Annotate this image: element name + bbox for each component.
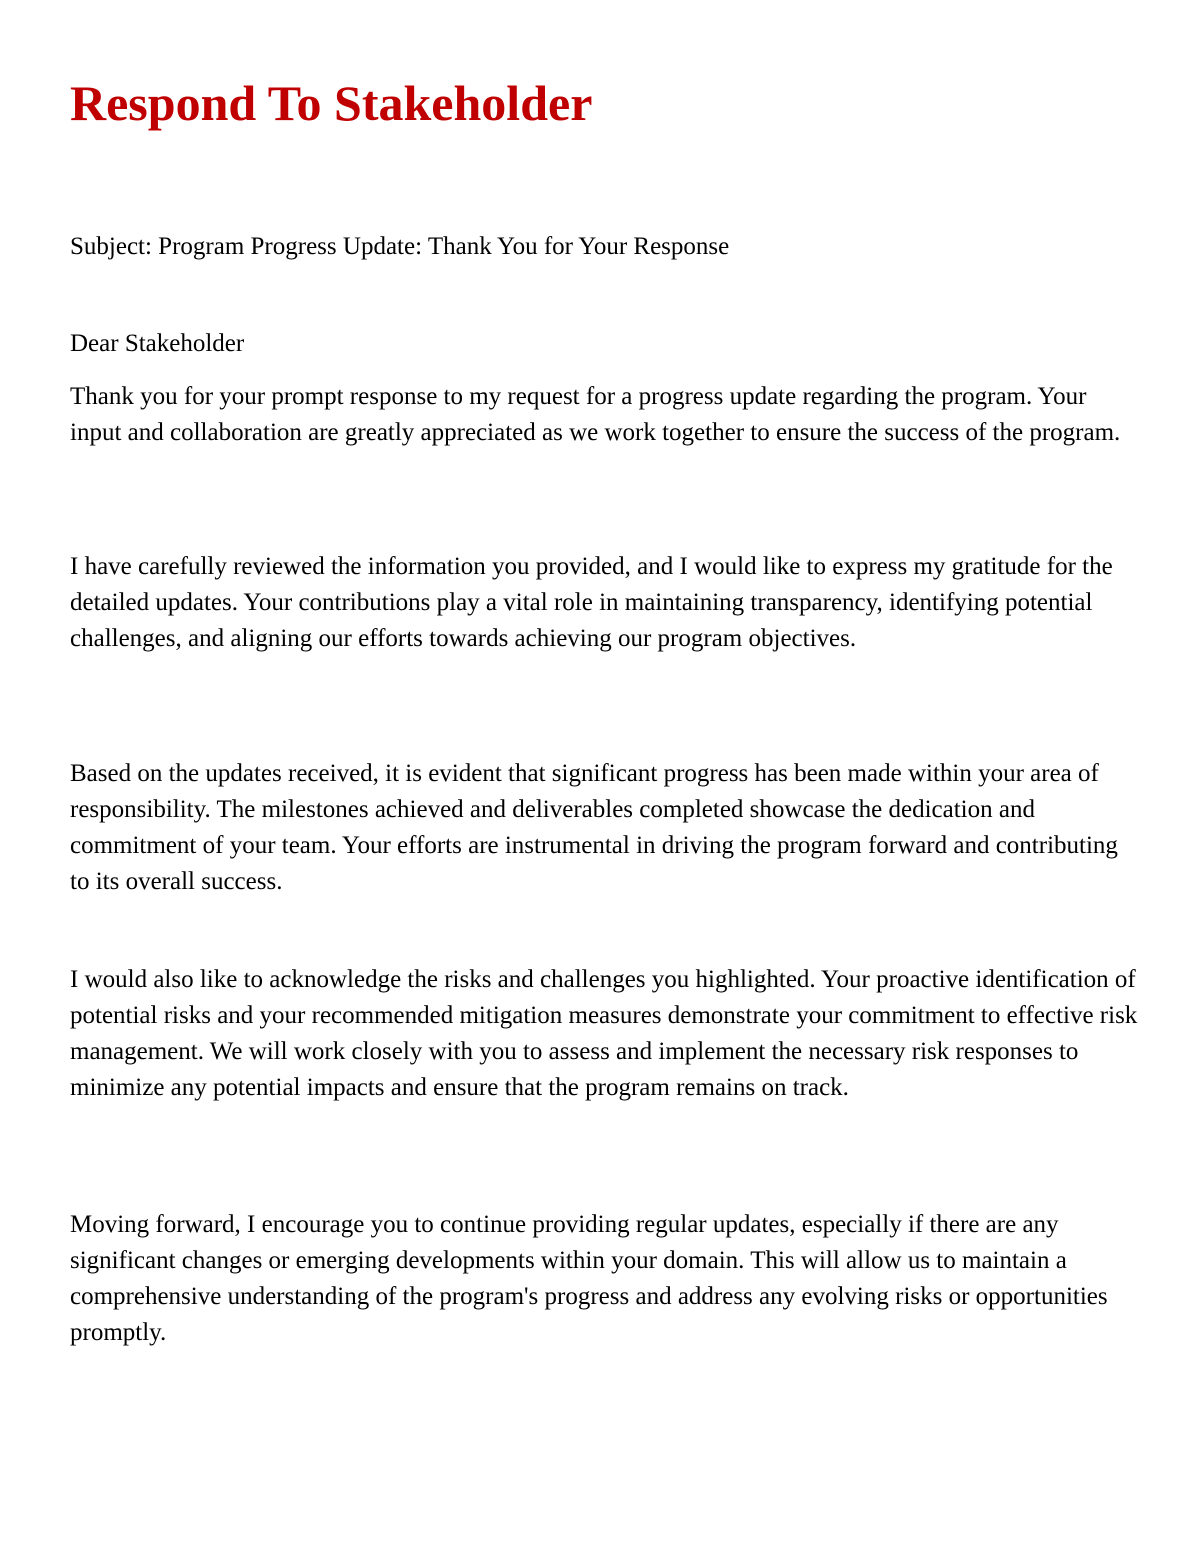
paragraph: Based on the updates received, it is evident that significant progress has been made within your area of responsibility. The milestones achieved and deliverables completed showcase the dedication and commitment of your team. Your efforts are instrumental in driving the program forward and contributing to its overall success. [70,760,1118,895]
paragraph: Moving forward, I encourage you to continue providing regular updates, especially if there are any significant changes or emerging developments within your domain. This will allow us to maintain a comprehensive understanding of the program's progress and address any evolving risks or opportunities promptly. [70,1211,1108,1346]
paragraph: I would also like to acknowledge the risks and challenges you highlighted. Your proactive identification of potential risks and your recommended mitigation measures demonstrate your commitment to effective risk management. We will work closely with you to assess and implement the necessary risk responses to minimize any potential impacts and ensure that the program remains on track. [70,966,1138,1101]
paragraph: I have carefully reviewed the information you provided, and I would like to express my gratitude for the detailed updates. Your contributions play a vital role in maintaining transparency, identifying potential challenges, and aligning our efforts towards achieving our program objectives. [70,553,1113,652]
document-title: Respond To Stakeholder [70,75,593,131]
paragraph: Thank you for your prompt response to my request for a progress update regarding the program. Your input and collaboration are greatly appreciated as we work together to ensure the success of the program. [70,383,1121,446]
salutation: Dear Stakeholder [70,330,245,357]
email-subject: Subject: Program Progress Update: Thank You for Your Response [70,233,730,260]
